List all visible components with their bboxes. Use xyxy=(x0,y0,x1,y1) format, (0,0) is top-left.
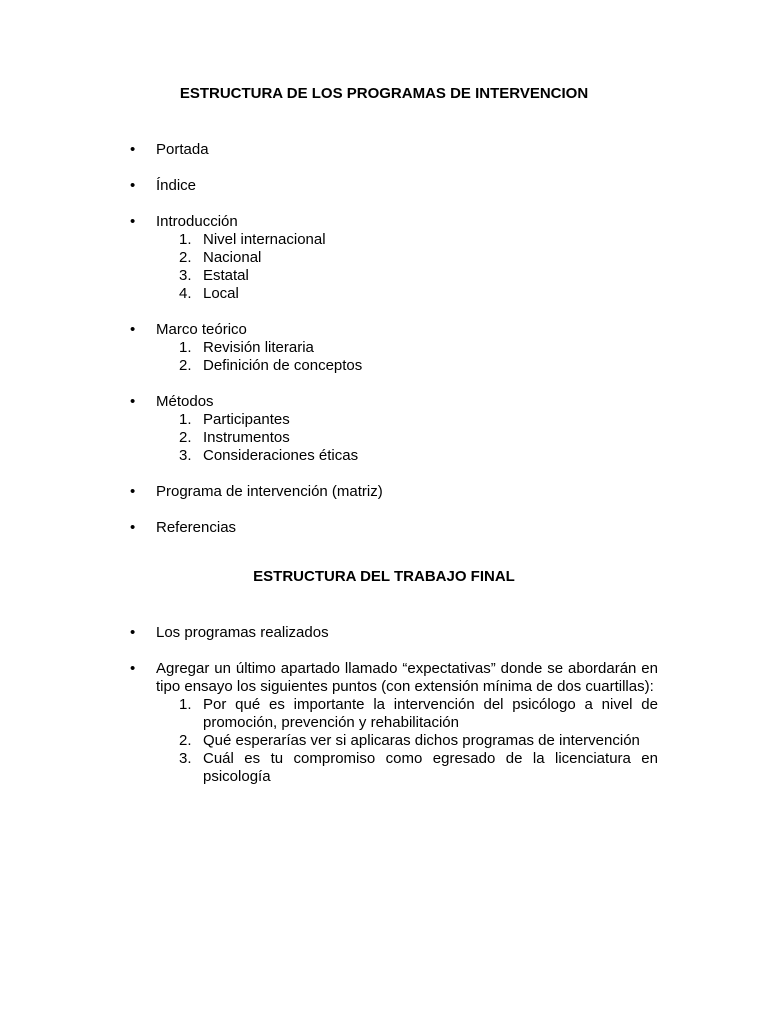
sublist-item xyxy=(0,267,768,285)
list-item-label: Marco teórico xyxy=(156,321,247,338)
bullet-icon: • xyxy=(130,321,136,338)
list-item xyxy=(0,141,768,159)
sublist xyxy=(0,339,768,375)
sublist-item-label: Qué esperarías ver si aplicaras dichos programas de intervención xyxy=(203,732,640,749)
sublist xyxy=(0,696,768,786)
sublist-item xyxy=(0,285,768,303)
list-item-label: Referencias xyxy=(156,519,237,536)
list-item xyxy=(0,321,768,375)
sublist xyxy=(0,411,768,465)
sublist-item-label: Local xyxy=(203,285,239,302)
sublist-item xyxy=(0,411,768,429)
sublist-item-number: 2. xyxy=(179,429,192,446)
final-work-structure-list xyxy=(0,624,768,804)
list-item-label: Portada xyxy=(156,141,209,158)
bullet-icon: • xyxy=(130,177,136,194)
list-item xyxy=(0,393,768,465)
sublist-item-number: 1. xyxy=(179,696,192,713)
list-item-label: Los programas realizados xyxy=(156,624,329,641)
bullet-icon: • xyxy=(130,519,136,536)
bullet-icon: • xyxy=(130,483,136,500)
sublist-item-number: 2. xyxy=(179,357,192,374)
sublist-item-number: 2. xyxy=(179,249,192,266)
sublist-item-number: 3. xyxy=(179,447,192,464)
list-item-label: Introducción xyxy=(156,213,238,230)
final-work-structure-title: ESTRUCTURA DEL TRABAJO FINAL xyxy=(253,568,515,585)
sublist-item-label: Revisión literaria xyxy=(203,339,314,356)
sublist-item-label: Instrumentos xyxy=(203,429,290,446)
sublist-item-label: Estatal xyxy=(203,267,249,284)
list-item-label: Índice xyxy=(156,177,197,194)
list-item xyxy=(0,213,768,303)
sublist-item-number: 1. xyxy=(179,339,192,356)
sublist-item xyxy=(0,249,768,267)
sublist-item xyxy=(0,357,768,375)
sublist-item-label: Por qué es importante la intervención del psicólogo a nivel de promoción, prevención y rehabilitación xyxy=(203,696,658,731)
sublist-item-label: Definición de conceptos xyxy=(203,357,363,374)
sublist-item-label: Participantes xyxy=(203,411,290,428)
bullet-icon: • xyxy=(130,660,136,677)
sublist-item xyxy=(0,732,768,750)
sublist-item-label: Consideraciones éticas xyxy=(203,447,359,464)
sublist-item-number: 2. xyxy=(179,732,192,749)
list-item-label: Programa de intervención (matriz) xyxy=(156,483,383,500)
sublist-item-number: 3. xyxy=(179,267,192,284)
sublist-item-label: Nacional xyxy=(203,249,262,266)
bullet-icon: • xyxy=(130,393,136,410)
sublist-item-label: Cuál es tu compromiso como egresado de la licenciatura en psicología xyxy=(203,750,658,785)
sublist-item-label: Nivel internacional xyxy=(203,231,326,248)
list-item-label: Métodos xyxy=(156,393,214,410)
sublist-item xyxy=(0,339,768,357)
programs-structure-list xyxy=(0,141,768,555)
list-item xyxy=(0,177,768,195)
sublist-item-number: 4. xyxy=(179,285,192,302)
bullet-icon: • xyxy=(130,624,136,641)
bullet-icon: • xyxy=(130,141,136,158)
sublist-item xyxy=(0,447,768,465)
list-item xyxy=(0,624,768,642)
sublist-item xyxy=(0,429,768,447)
sublist xyxy=(0,231,768,303)
sublist-item xyxy=(0,750,768,786)
list-item xyxy=(0,660,768,786)
programs-structure-title: ESTRUCTURA DE LOS PROGRAMAS DE INTERVENCION xyxy=(179,85,589,102)
list-item xyxy=(0,519,768,537)
sublist-item xyxy=(0,696,768,732)
sublist-item-number: 1. xyxy=(179,411,192,428)
bullet-icon: • xyxy=(130,213,136,230)
sublist-item xyxy=(0,231,768,249)
list-item xyxy=(0,483,768,501)
sublist-item-number: 1. xyxy=(179,231,192,248)
list-item-label: Agregar un último apartado llamado “expectativas” donde se abordarán en tipo ensayo los siguientes puntos (con extensión mínima de dos cuartillas): xyxy=(156,660,658,695)
sublist-item-number: 3. xyxy=(179,750,192,767)
